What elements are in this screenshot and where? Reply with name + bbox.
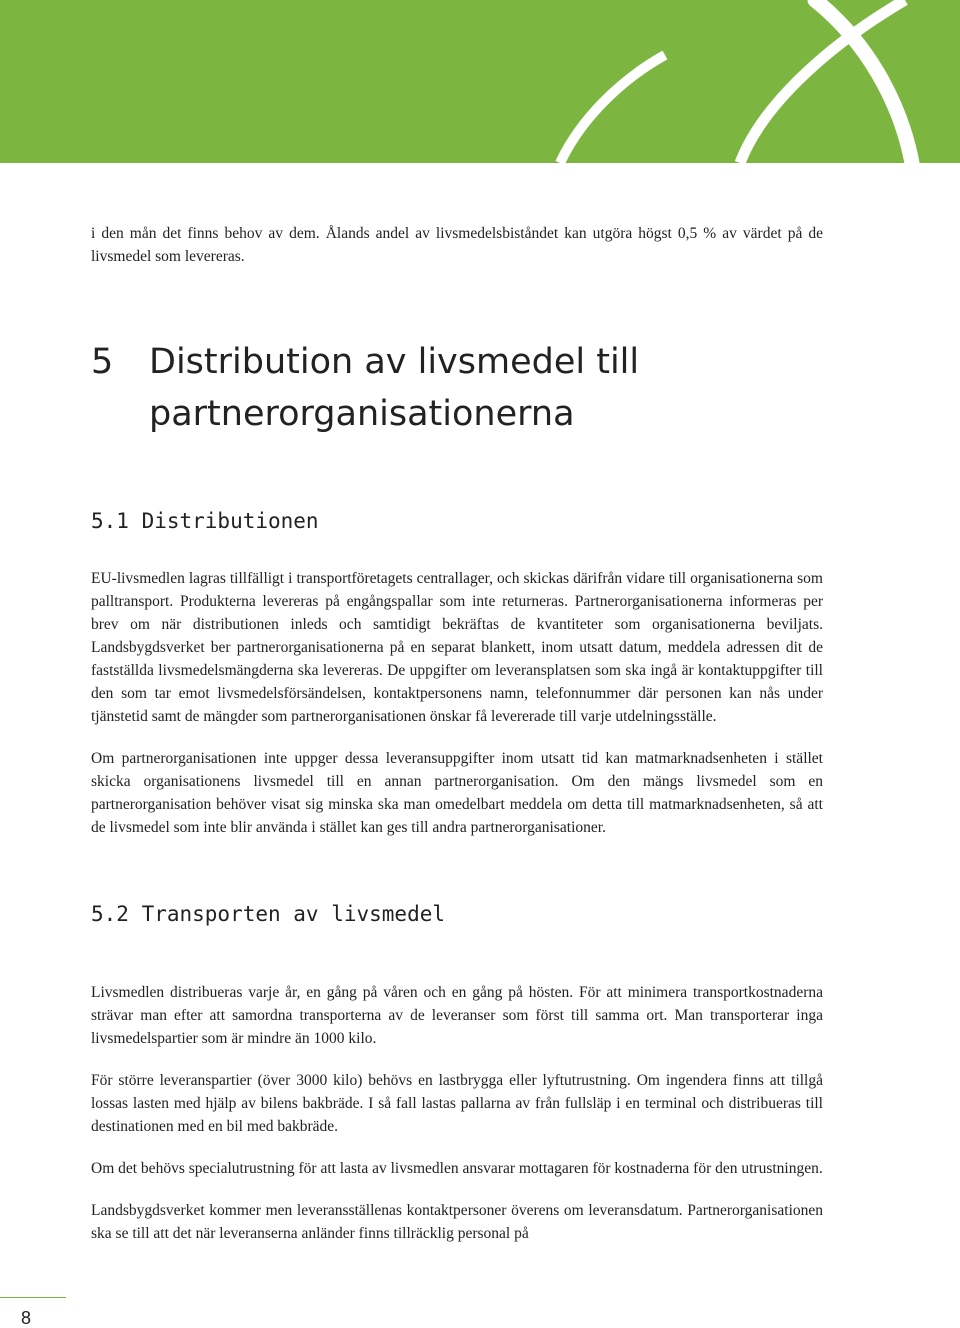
chapter-number: 5 — [91, 342, 114, 382]
section-1-paragraph-1: EU-livsmedlen lagras tillfälligt i transportföretagets centrallager, och skickas därifrån vidare till organisationerna som palltransport. Produkterna levereras på engångspallar som inte returneras. Partnerorganisationerna informeras per brev om när distributionen inleds och samtidigt bekräftas de kvantiteter som organisationerna beviljats. Landsbygdsverket ber partnerorganisationerna på en separat blankett, inom utsatt datum, meddela adressen dit de fastställda livsmedelsmängderna ska levereras. De uppgifter om leveransplatsen som ska ingå är kontaktuppgifter till den som tar emot livsmedelsförsändelsen, kontaktpersonens namn, telefonnummer där personen kan nås under tjänstetid samt de mängder som partnerorganisationen önskar få levererade till varje utdelningsställe. — [91, 570, 823, 725]
section-2-paragraph-2: För större leveranspartier (över 3000 kilo) behövs en lastbrygga eller lyftutrustning. Om ingendera finns att tillgå lossas lasten med hjälp av bilens bakbräde. I så fall lastas pallarna av från fullsläp i en terminal och distribueras till destinationen med en bil med bakbräde. — [91, 1072, 823, 1135]
section-heading-5-1: 5.1 Distributionen — [91, 509, 319, 533]
chapter-heading — [91, 336, 823, 440]
section-2-paragraph-3: Om det behövs specialutrustning för att lasta av livsmedlen ansvarar mottagaren för kostnaderna för den utrustningen. — [91, 1160, 823, 1177]
leaf-logo-graphic — [0, 0, 960, 163]
page-content — [91, 222, 823, 1245]
page-number-rule — [0, 1297, 66, 1298]
section-1-paragraph-2: Om partnerorganisationen inte uppger dessa leveransuppgifter inom utsatt tid kan matmarknadsenheten i stället skicka organisationens livsmedel till en annan partnerorganisation. Om den mängs livsmedel som en partnerorganisation behöver visat sig minska ska man omedelbart meddela om detta till matmarknadsenheten, så att de livsmedel som inte blir använda i stället kan ges till andra partnerorganisationer. — [91, 750, 823, 836]
chapter-title: Distribution av livsmedel till partnerorganisationerna — [149, 342, 640, 434]
header-band — [0, 0, 960, 163]
page-number: 8 — [21, 1308, 32, 1328]
intro-paragraph: i den mån det finns behov av dem. Ålands andel av livsmedelsbiståndet kan utgöra högst 0,5 % av värdet på de livsmedel som levereras. — [91, 225, 823, 265]
section-2-paragraph-4: Landsbygdsverket kommer men leveransställenas kontaktpersoner överens om leveransdatum. Partnerorganisationen ska se till att det när leveranserna anländer finns tillräcklig personal på — [91, 1202, 823, 1242]
section-heading-5-2: 5.2 Transporten av livsmedel — [91, 902, 446, 926]
section-2-paragraph-1: Livsmedlen distribueras varje år, en gång på våren och en gång på hösten. För att minimera transportkostnaderna strävar man efter att samordna transporterna av de leveranser som först till samma ort. Man transporterar inga livsmedelspartier som är mindre än 1000 kilo. — [91, 984, 823, 1047]
